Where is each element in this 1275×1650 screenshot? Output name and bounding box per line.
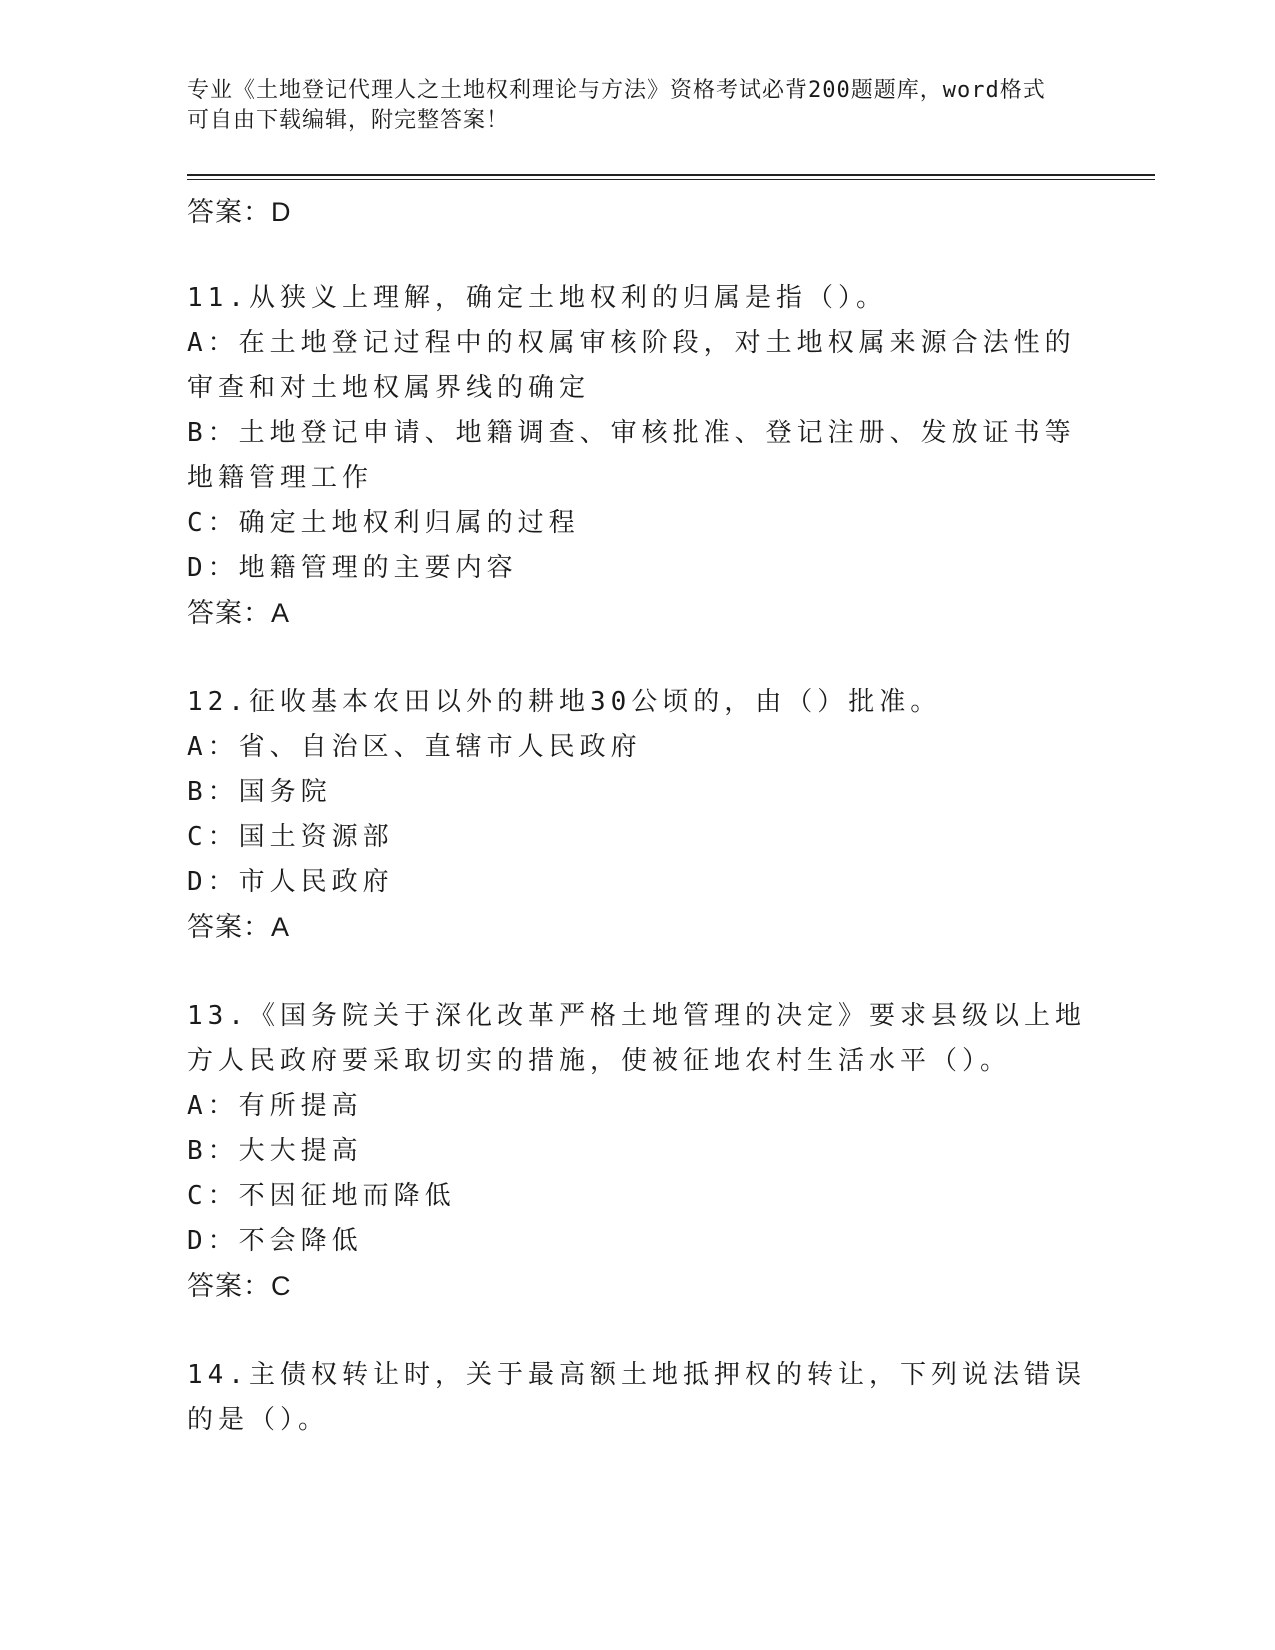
header-divider (187, 174, 1155, 180)
document-page (187, 0, 1147, 1443)
question-text: 13.《国务院关于深化改革严格土地管理的决定》要求县级以上地方人民政府要采取切实的措施，使被征地农村生活水平（）。 (187, 1001, 1086, 1076)
question-text: 14.主债权转让时，关于最高额土地抵押权的转让，下列说法错误的是（）。 (187, 1360, 1086, 1435)
option-d: D：地籍管理的主要内容 (187, 553, 518, 583)
question-13 (187, 994, 1147, 1309)
answer: 答案：C (187, 1271, 292, 1301)
question-14 (187, 1353, 1147, 1443)
question-text: 11.从狭义上理解，确定土地权利的归属是指（）。 (187, 283, 887, 313)
question-text: 12.征收基本农田以外的耕地30公顷的，由（）批准。 (187, 687, 942, 717)
option-b: B：大大提高 (187, 1136, 363, 1166)
answer: 答案：A (187, 598, 291, 628)
option-c: C：国土资源部 (187, 822, 394, 852)
option-d: D：不会降低 (187, 1226, 363, 1256)
option-a: A：有所提高 (187, 1091, 363, 1121)
option-c: C：不因征地而降低 (187, 1181, 456, 1211)
option-d: D：市人民政府 (187, 867, 394, 897)
previous-answer: 答案：D (187, 197, 292, 227)
option-a: A：在土地登记过程中的权属审核阶段，对土地权属来源合法性的审查和对土地权属界线的确定 (187, 328, 1076, 403)
question-12 (187, 680, 1147, 950)
option-b: B：土地登记申请、地籍调查、审核批准、登记注册、发放证书等地籍管理工作 (187, 418, 1076, 493)
option-c: C：确定土地权利归属的过程 (187, 508, 580, 538)
document-header: 专业《土地登记代理人之土地权利理论与方法》资格考试必背200题题库，word格式可自由下载编辑，附完整答案！ (187, 78, 1046, 133)
answer: 答案：A (187, 912, 291, 942)
question-11 (187, 276, 1147, 636)
option-a: A：省、自治区、直辖市人民政府 (187, 732, 642, 762)
option-b: B：国务院 (187, 777, 332, 807)
